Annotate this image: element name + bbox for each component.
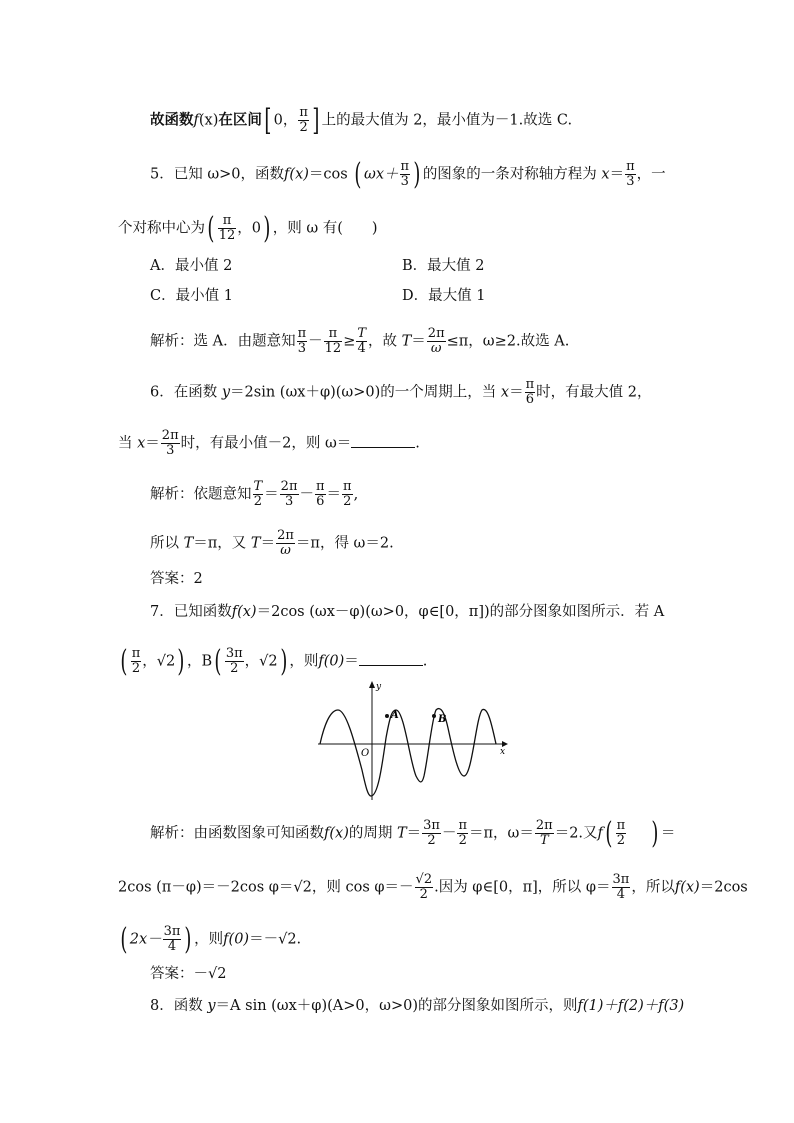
question-5-line1: 5．已知 ω>0，函数f(x)＝cos ( ωx＋ $\frac{\pi}{3}$ ) 的图象的一条对称轴方程为 x＝ $\frac{\pi}{3}$ ，一 (150, 156, 666, 192)
question-6-line1: 6．在函数 y＝2sin (ωx＋φ)(ω>0)的一个周期上，当 x＝ $\frac{\pi}{6}$ 时，有最大值 2， (150, 377, 652, 407)
option-d: D．最大值 1 (402, 288, 486, 304)
question-7-line2: ( $\frac{\pi}{2}$ ，√2) ，B( $\frac{3\pi}{2}$ ，√2) ，则f(0)＝ . (120, 643, 428, 679)
question-6-line2: 当 x＝ $\frac{2\pi}{3}$ 时，有最小值－2，则 ω＝ . (118, 428, 420, 458)
fraction: $\frac{3\pi}{4}$ (163, 924, 181, 954)
fraction: $\frac{\pi}{12}$ (218, 213, 236, 243)
fraction: $\frac{\pi}{3}$ (626, 159, 635, 189)
question-6-solution-2: 所以 T＝π，又 T＝ $\frac{2\pi}{\omega}$ ＝π，得 ω＝2. (150, 528, 394, 558)
answer-blank (359, 651, 423, 666)
fraction: $\frac{\pi}{6}$ (316, 479, 325, 509)
option-c: C．最小值 1 (150, 288, 233, 304)
label-origin: O (361, 748, 370, 759)
fraction: $\frac{2\pi}{T}$ (535, 818, 553, 848)
option-b: B．最大值 2 (402, 258, 485, 274)
label-y: y (376, 682, 382, 692)
fraction: $\frac{\pi}{3}$ (400, 159, 410, 189)
fraction: $\frac{T}{2}$ (253, 479, 263, 509)
question-6-solution: 解析：依题意知 $\frac{T}{2}$ ＝ $\frac{2\pi}{3}$ － $\frac{\pi}{6}$ ＝ $\frac{\pi}{2}$ , (150, 479, 359, 509)
fraction: $\frac{T}{4}$ (357, 326, 367, 356)
fraction: $\frac{√2}{2}$ (415, 872, 433, 902)
fraction: $\frac{2\pi}{\omega}$ (277, 528, 294, 558)
fraction: $\frac{\pi}{2}$ (616, 818, 626, 848)
question-5-solution: 解析：选 A．由题意知 $\frac{\pi}{3}$ － $\frac{\pi}{12}$ ≥ $\frac{T}{4}$ ，故 T＝ $\frac{2\pi}{\omega}$ ≤π，ω≥2.故选 A. (150, 326, 570, 356)
question-5-line2: 个对称中心为( $\frac{\pi}{12}$ ，0) ，则 ω 有( ) (118, 210, 378, 246)
point-b (432, 714, 436, 718)
fraction: $\frac{3\pi}{4}$ (612, 872, 630, 902)
question-7-line1: 7．已知函数f(x)＝2cos (ωx－φ)(ω>0，φ∈[0，π])的部分图象如图所示．若 A (150, 604, 665, 620)
fraction: $\frac{\pi}{2}$ (299, 105, 308, 135)
fraction: $\frac{2\pi}{3}$ (161, 428, 179, 458)
question-8-line1: 8．函数 y＝A sin (ωx＋φ)(A>0，ω>0)的部分图象如图所示，则f(1)＋f(2)＋f(3) (150, 998, 685, 1014)
fraction: $\frac{3\pi}{2}$ (225, 646, 243, 676)
question-7-answer: 答案：－√2 (150, 966, 227, 982)
fraction: $\frac{3\pi}{2}$ (423, 818, 440, 848)
line-conclusion: 故函数f(x)在区间[ 0， $\frac{\pi}{2}$ ] 上的最大值为 2，最小值为－1.故选 C. (150, 102, 573, 138)
answer-blank (351, 433, 415, 448)
label-x: x (500, 747, 506, 757)
fraction: $\frac{\pi}{3}$ (297, 326, 307, 356)
fraction: $\frac{2\pi}{\omega}$ (427, 326, 445, 356)
cosine-graph (316, 678, 516, 803)
question-6-answer: 答案：2 (150, 571, 203, 587)
fraction: $\frac{\pi}{6}$ (525, 377, 535, 407)
label-a: A (391, 710, 399, 721)
fraction: $\frac{2\pi}{3}$ (280, 479, 298, 509)
question-7-solution-1: 解析：由函数图象可知函数f(x)的周期 T＝ $\frac{3\pi}{2}$ － $\frac{\pi}{2}$ ＝π，ω＝ $\frac{2\pi}{T}$ ＝2.又f( $\frac{\pi}{2}$ ) ＝ (150, 815, 676, 851)
fraction: $\frac{\pi}{2}$ (343, 479, 352, 509)
option-a: A．最小值 2 (150, 258, 233, 274)
question-7-solution-3: ( 2x－ $\frac{3\pi}{4}$ ) ，则f(0)＝－√2. (120, 921, 302, 957)
question-7-solution-2: 2cos (π－φ)＝－2cos φ＝√2，则 cos φ＝－ $\frac{√2}{2}$ .因为 φ∈[0，π]，所以 φ＝ $\frac{3\pi}{4}$ ，所以f(x)＝2cos (118, 872, 748, 902)
fraction: $\frac{\pi}{12}$ (324, 326, 342, 356)
fraction: $\frac{\pi}{2}$ (131, 646, 141, 676)
fraction: $\frac{\pi}{2}$ (458, 818, 468, 848)
point-a (385, 714, 389, 718)
y-axis-arrow (369, 681, 375, 688)
curve (320, 709, 496, 796)
label-b: B (438, 714, 447, 725)
